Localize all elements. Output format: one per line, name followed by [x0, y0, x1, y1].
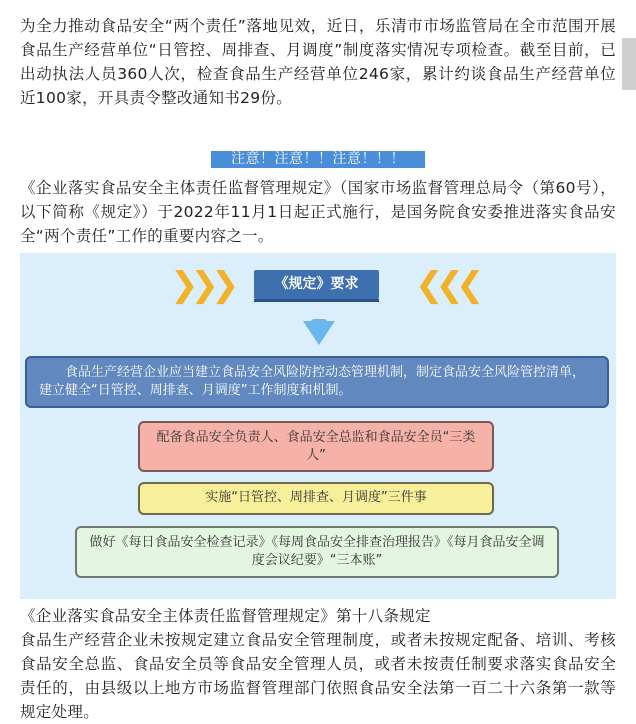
intro-paragraph: 为全力推动食品安全“两个责任”落地见效，近日，乐清市市场监管局在全市范围开展食品生产经营单位“日管控、周排查、月调度”制度落实情况专项检查。截至目前，已出动执法人员360人次，检查食品生产经营单位246家，累计约谈食品生产经营单位近100家，开具责令整改通知书29份。 — [20, 17, 616, 107]
notice-banner: 注意！注意！！注意！！！ — [211, 151, 425, 168]
arrow-down-icon — [303, 321, 335, 345]
chevron-left-icon: ❮❮❮ — [415, 265, 477, 305]
regulation-paragraph: 《企业落实食品安全主体责任监督管理规定》（国家市场监督管理总局令（第60号），以下简称《规定》）于2022年11月1日起正式施行，是国务院食安委推进落实食品安全“两个责任”工作的重要内容之一。 — [20, 179, 616, 245]
requirements-infographic — [20, 253, 616, 599]
requirement-risk-mechanism: 食品生产经营企业应当建立食品安全风险防控动态管理机制，制定食品安全风险管控清单，建立健全“日管控、周排查、月调度”工作制度和机制。 — [25, 356, 609, 408]
scrollbar-thumb[interactable] — [622, 38, 636, 90]
requirement-three-tasks: 实施“日管控、周排查、月调度”三件事 — [138, 482, 494, 515]
article-18-paragraph: 食品生产经营企业未按规定建立食品安全管理制度，或者未按规定配备、培训、考核食品安全总监、食品安全员等食品安全管理人员，或者未按责任制要求落实食品安全责任的，由县级以上地方市场监督管理部门依照食品安全法第一百二十六条第一款等规定处理。 — [20, 631, 616, 721]
article-18-heading: 《企业落实食品安全主体责任监督管理规定》第十八条规定 — [20, 607, 431, 625]
infographic-title: 《规定》要求 — [254, 270, 379, 299]
requirement-three-personnel: 配备食品安全负责人、食品安全总监和食品安全员“三类人” — [138, 421, 494, 472]
chevron-right-icon: ❯❯❯ — [170, 265, 232, 305]
requirement-three-records: 做好《每日食品安全检查记录》《每周食品安全排查治理报告》《每月食品安全调度会议纪要》“三本账” — [75, 526, 559, 578]
